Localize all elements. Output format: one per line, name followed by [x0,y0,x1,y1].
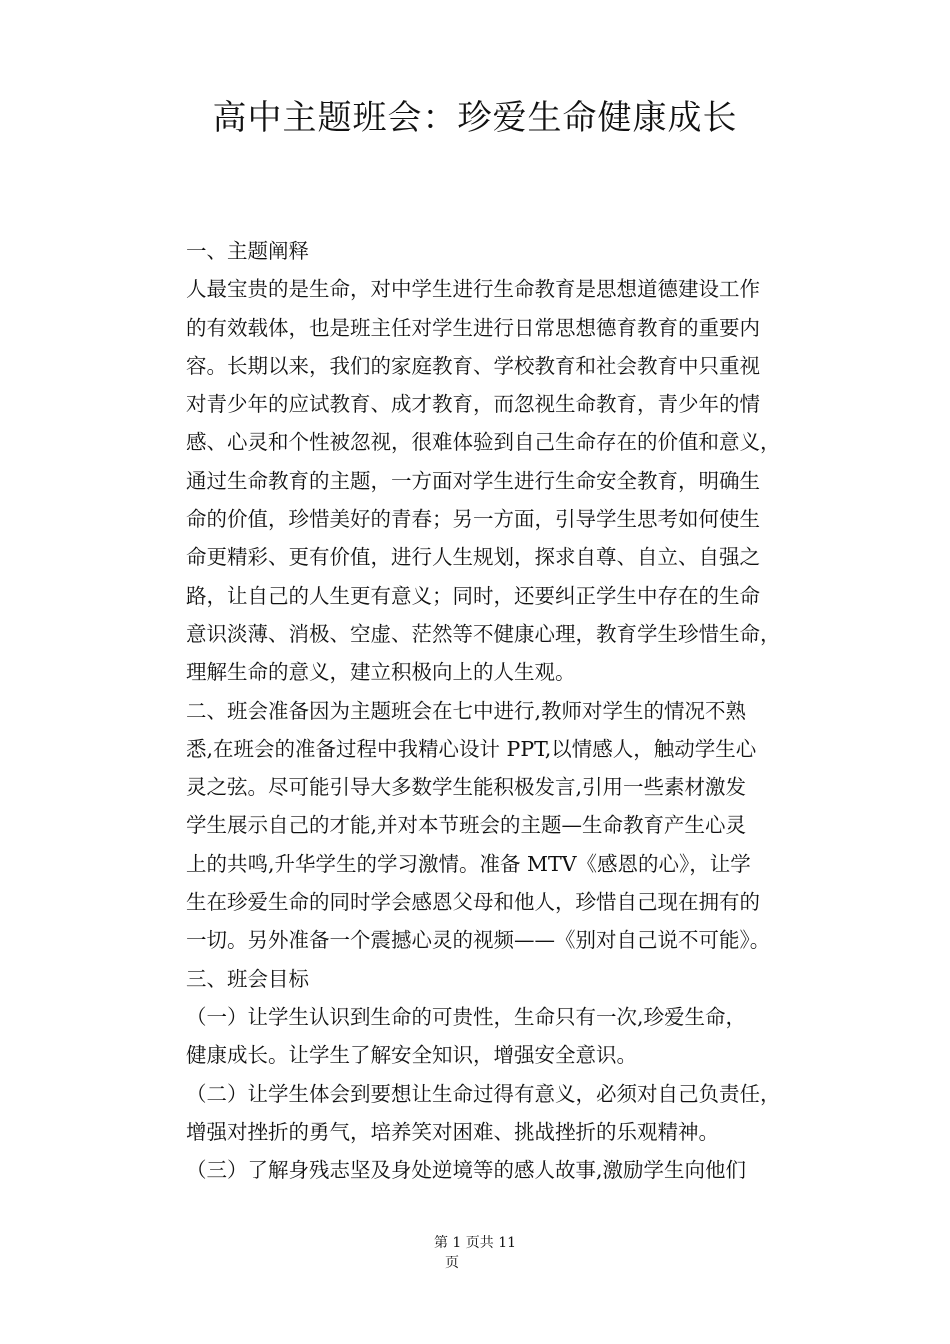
list-item-line: 增强对挫折的勇气，培养笑对困难、挑战挫折的乐观精神。 [186,1119,719,1144]
page-number-continued: 页 [445,1255,459,1271]
paragraph-line: 命的价值，珍惜美好的青春；另一方面，引导学生思考如何使生 [186,507,760,532]
list-item-line: 健康成长。让学生了解安全知识，增强安全意识。 [186,1043,637,1068]
paragraph-line: 学生展示自己的才能,并对本节班会的主题—生命教育产生心灵 [186,813,747,838]
paragraph-line: 的有效载体，也是班主任对学生进行日常思想德育教育的重要内 [186,315,760,340]
paragraph-line: 一切。另外准备一个震撼心灵的视频——《别对自己说不可能》。 [186,928,771,953]
page-number: 第 1 页共 11 [433,1235,517,1251]
paragraph-line: 路，让自己的人生更有意义；同时，还要纠正学生中存在的生命 [186,583,760,608]
section-heading: 二、班会准备因为主题班会在七中进行,教师对学生的情况不熟 [186,698,747,723]
section-heading: 三、班会目标 [186,966,309,991]
paragraph-line: 通过生命教育的主题，一方面对学生进行生命安全教育，明确生 [186,468,760,493]
document-body [186,232,836,1189]
paragraph-line: 感、心灵和个性被忽视，很难体验到自己生命存在的价值和意义， [186,430,781,455]
paragraph-line: 容。长期以来，我们的家庭教育、学校教育和社会教育中只重视 [186,353,760,378]
list-item-line: （三）了解身残志坚及身处逆境等的感人故事,激励学生向他们 [186,1158,747,1183]
page-footer [0,1233,950,1273]
paragraph-line: 命更精彩、更有价值，进行人生规划，探求自尊、自立、自强之 [186,545,760,570]
paragraph-line: 人最宝贵的是生命，对中学生进行生命教育是思想道德建设工作 [186,277,760,302]
paragraph-line: 对青少年的应试教育、成才教育，而忽视生命教育，青少年的情 [186,392,760,417]
paragraph-line: 灵之弦。尽可能引导大多数学生能积极发言,引用一些素材激发 [186,775,747,800]
list-item-line: （一）让学生认识到生命的可贵性，生命只有一次,珍爱生命， [186,1004,747,1029]
paragraph-line: 生在珍爱生命的同时学会感恩父母和他人，珍惜自己现在拥有的 [186,890,760,915]
paragraph-line: 意识淡薄、消极、空虚、茫然等不健康心理，教育学生珍惜生命， [186,621,781,646]
paragraph-line: 上的共鸣,升华学生的学习激情。准备 MTV《感恩的心》，让学 [186,851,751,876]
paragraph-line: 悉,在班会的准备过程中我精心设计 PPT,以情感人，触动学生心 [186,736,757,761]
paragraph-line: 理解生命的意义，建立积极向上的人生观。 [186,660,576,685]
list-item-line: （二）让学生体会到要想让生命过得有意义，必须对自己负责任， [186,1081,781,1106]
section-heading: 一、主题阐释 [186,239,309,263]
document-title: 高中主题班会：珍爱生命健康成长 [212,98,738,138]
